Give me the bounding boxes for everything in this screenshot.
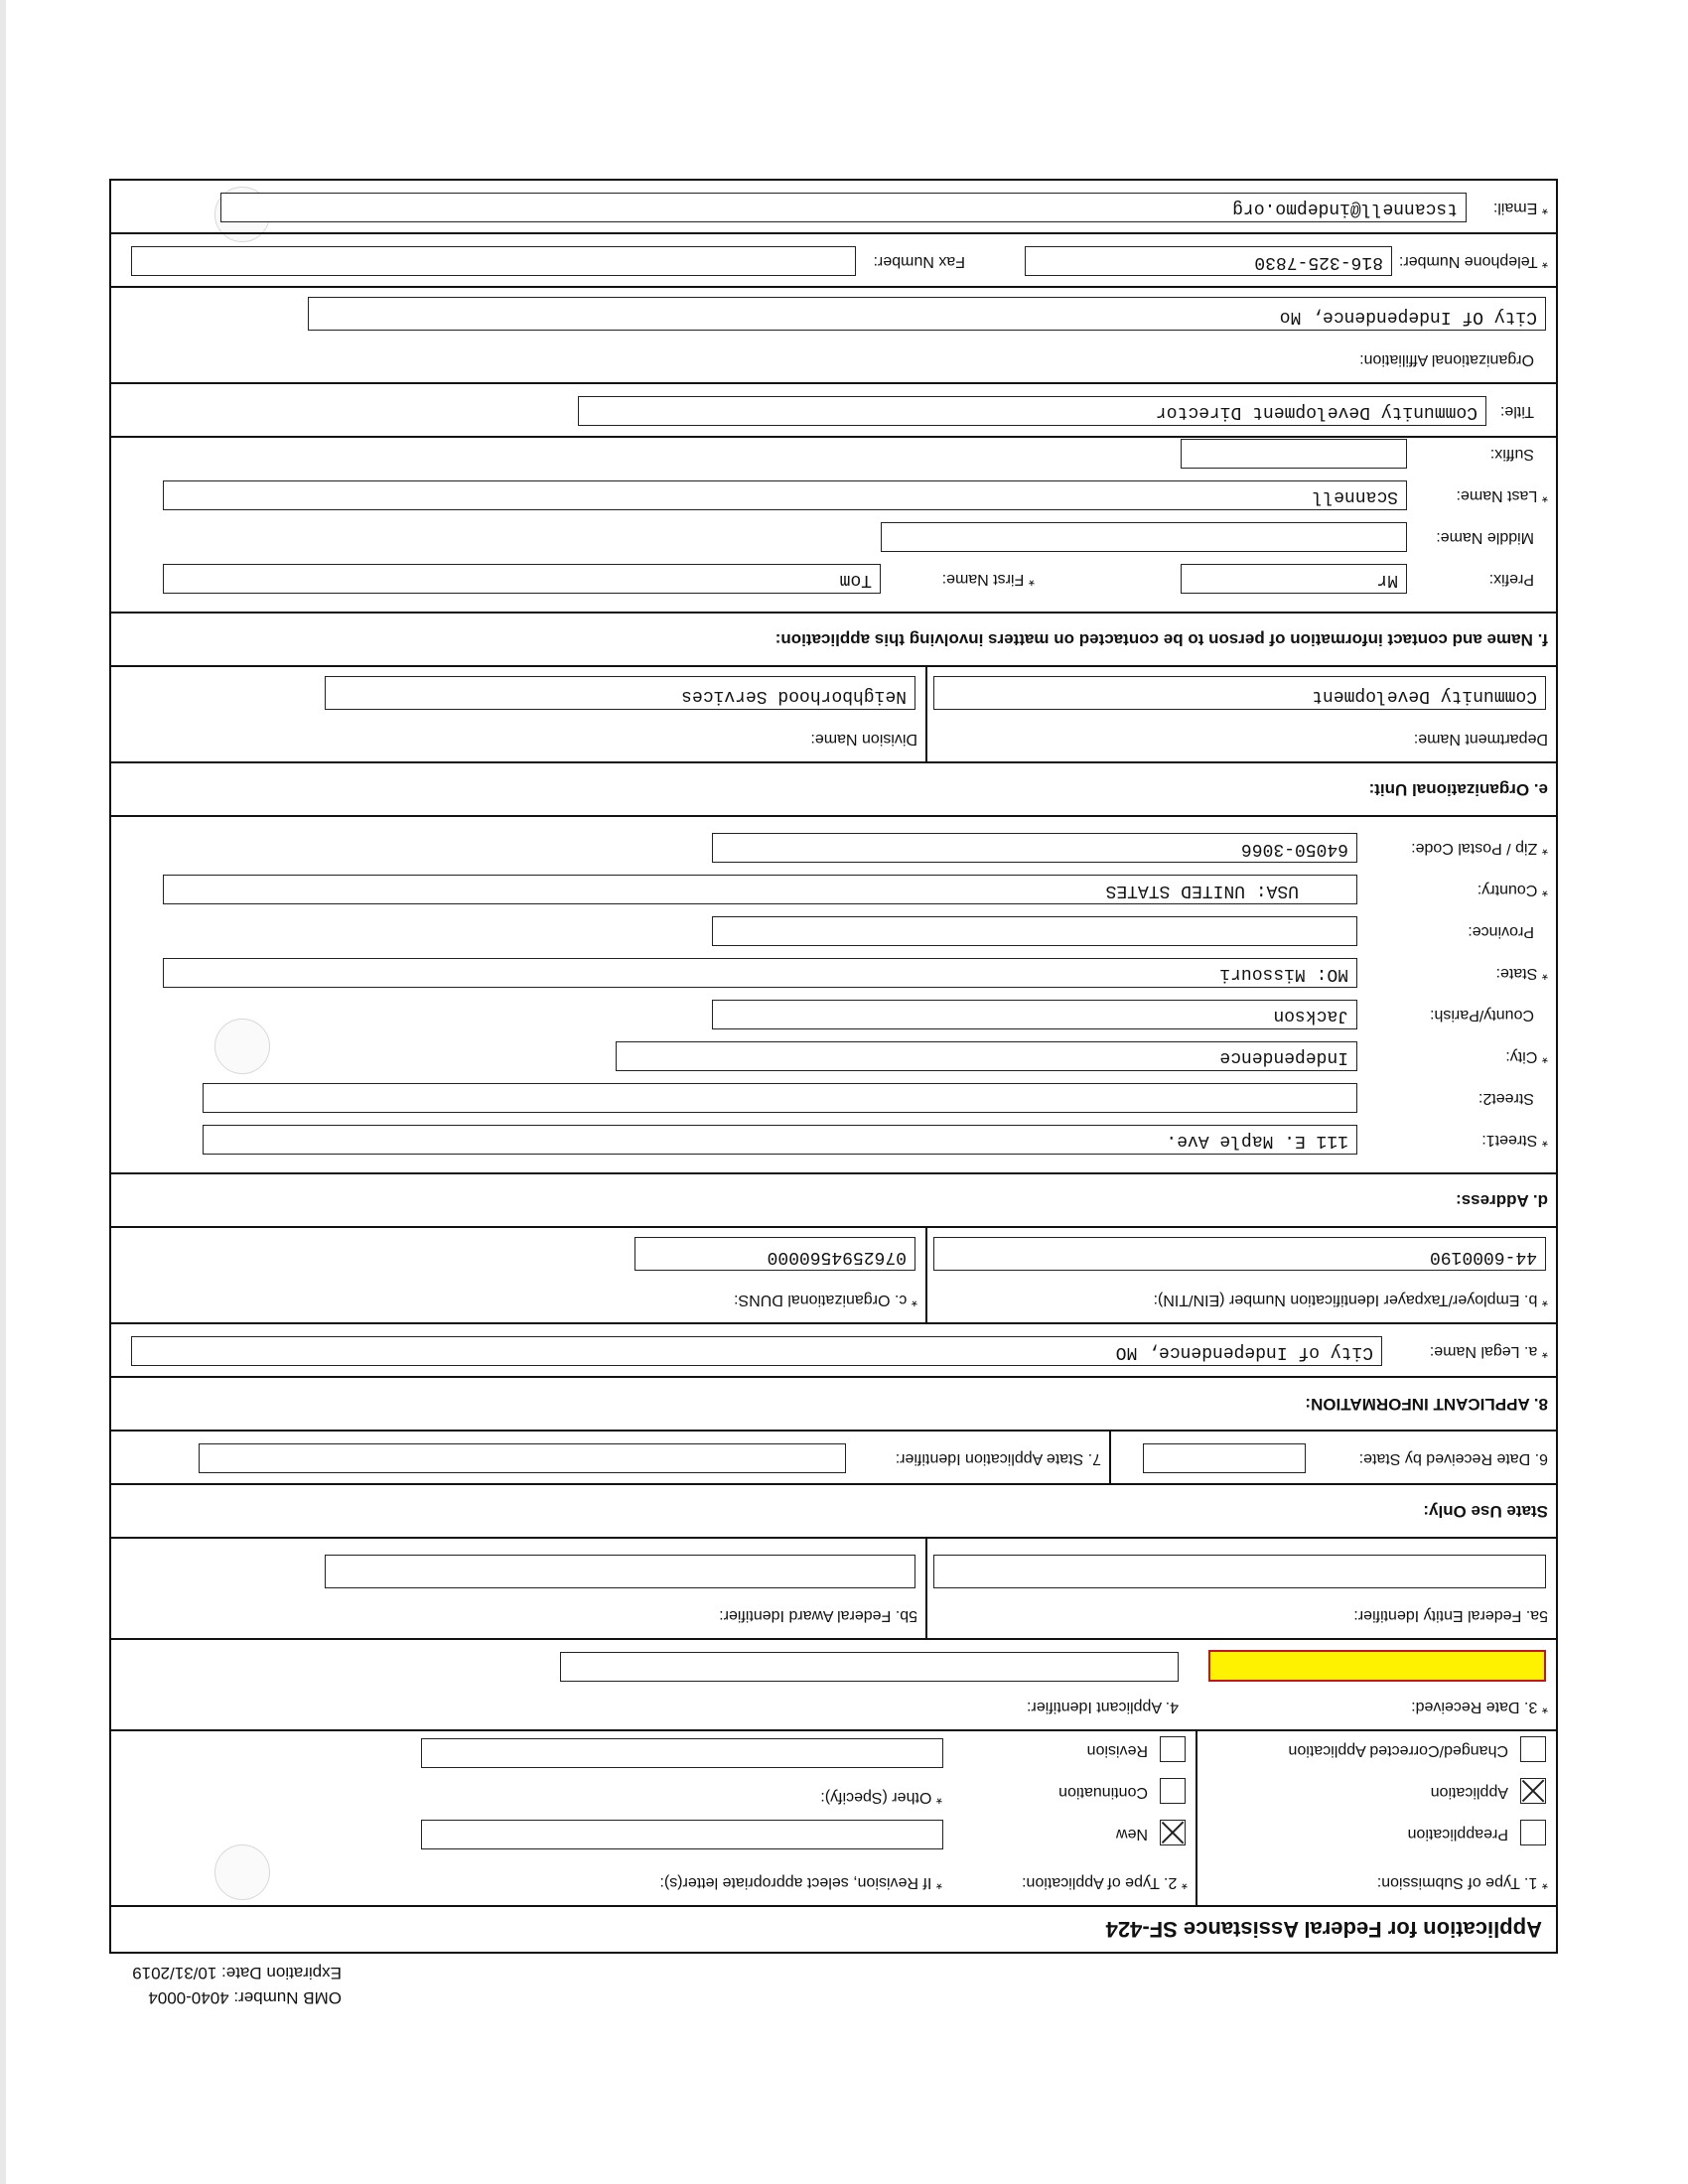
suffix-label: Suffix: <box>1489 446 1534 463</box>
expiration-date: Expiration Date: 10/31/2019 <box>132 1964 342 1982</box>
duns-label: * c. Organizational DUNS: <box>734 1291 917 1308</box>
contact-name-row <box>111 438 1556 614</box>
prefix-input[interactable]: Mr <box>1181 564 1407 594</box>
omb-number: OMB Number: 4040-0004 <box>148 1988 342 2007</box>
applicant-identifier-label: 4. Applicant Identifier: <box>1027 1699 1179 1715</box>
division-cell <box>111 667 927 761</box>
email-label: * Email: <box>1493 199 1548 216</box>
application-type-cell <box>111 1731 1197 1905</box>
division-input[interactable]: Neighborhood Services <box>325 676 915 710</box>
state-app-id-label: 7. State Application Identifier: <box>895 1450 1101 1467</box>
province-input[interactable] <box>712 916 1357 946</box>
submission-row <box>111 1731 1556 1907</box>
type-of-submission-label: * 1. Type of Submission: <box>1377 1873 1548 1891</box>
federal-award-input[interactable] <box>325 1555 915 1588</box>
date-received-row <box>111 1640 1556 1731</box>
form-title: Application for Federal Assistance SF-424 <box>1105 1917 1542 1943</box>
application-checkbox[interactable] <box>1520 1778 1546 1804</box>
other-specify-input[interactable] <box>421 1738 943 1768</box>
last-name-label: * Last Name: <box>1457 486 1548 504</box>
ein-input[interactable]: 44-6000190 <box>933 1237 1546 1271</box>
duns-input[interactable]: 0762594560000 <box>634 1237 915 1271</box>
applicant-heading: 8. APPLICANT INFORMATION: <box>1305 1395 1548 1414</box>
department-cell <box>927 667 1556 761</box>
state-app-id-input[interactable] <box>199 1443 846 1473</box>
fax-input[interactable] <box>131 246 856 276</box>
date-received-label: * 3. Date Received: <box>1411 1698 1548 1715</box>
changed-corrected-checkbox[interactable] <box>1520 1736 1546 1762</box>
department-input[interactable]: Community Development <box>933 676 1546 710</box>
ein-cell <box>927 1228 1556 1322</box>
prefix-label: Prefix: <box>1488 571 1534 588</box>
state-date-input[interactable] <box>1143 1443 1306 1473</box>
state-use-heading-row <box>111 1485 1556 1539</box>
state-use-heading: State Use Only: <box>1423 1502 1548 1521</box>
continuation-checkbox[interactable] <box>1160 1778 1186 1804</box>
first-name-input[interactable]: Tom <box>163 564 881 594</box>
contact-title-row <box>111 384 1556 438</box>
city-label: * City: <box>1505 1047 1548 1065</box>
fax-label: Fax Number: <box>873 253 965 270</box>
middle-name-label: Middle Name: <box>1436 529 1534 546</box>
type-of-application-label: * 2. Type of Application: <box>1022 1873 1188 1891</box>
org-unit-row <box>111 667 1556 763</box>
applicant-heading-row <box>111 1378 1556 1432</box>
street2-label: Street2: <box>1477 1090 1534 1107</box>
applicant-identifier-input[interactable] <box>560 1652 1179 1682</box>
state-date-cell <box>1111 1432 1556 1483</box>
revision-letter-input[interactable] <box>421 1820 943 1849</box>
street1-input[interactable]: 111 E. Maple Ave. <box>203 1125 1357 1155</box>
state-date-label: 6. Date Received by State: <box>1358 1450 1548 1467</box>
country-input[interactable]: USA: UNITED STATES <box>163 875 1357 904</box>
federal-award-label: 5b. Federal Award Identifier: <box>719 1607 917 1624</box>
affiliation-label: Organizational Affiliation: <box>1359 351 1534 368</box>
contact-heading-row <box>111 614 1556 667</box>
duns-cell <box>111 1228 927 1322</box>
zip-label: * Zip / Postal Code: <box>1411 839 1548 857</box>
address-heading-row <box>111 1174 1556 1228</box>
email-input[interactable]: tscannell@indepmo.org <box>220 193 1467 222</box>
legal-name-row <box>111 1324 1556 1378</box>
legal-name-input[interactable]: City of Independence, MO <box>131 1336 1382 1366</box>
affiliation-row <box>111 288 1556 384</box>
legal-name-label: * a. Legal Name: <box>1430 1342 1548 1360</box>
state-app-id-cell <box>111 1432 1111 1483</box>
continuation-label: Continuation <box>1058 1784 1148 1801</box>
other-specify-label: * Other (Specify): <box>820 1788 942 1806</box>
state-label: * State: <box>1496 964 1548 982</box>
sf424-form <box>109 179 1558 1954</box>
preapplication-label: Preapplication <box>1407 1826 1508 1843</box>
last-name-input[interactable]: Scannell <box>163 480 1407 510</box>
federal-entity-input[interactable] <box>933 1555 1546 1588</box>
submission-cell <box>1197 1731 1556 1905</box>
city-input[interactable]: Independence <box>616 1041 1357 1071</box>
omb-block <box>132 1957 342 2006</box>
preapplication-checkbox[interactable] <box>1520 1820 1546 1845</box>
address-heading: d. Address: <box>1456 1191 1548 1210</box>
changed-corrected-label: Changed/Corrected Application <box>1288 1742 1508 1759</box>
province-label: Province: <box>1468 923 1534 940</box>
first-name-label: * First Name: <box>942 570 1035 588</box>
title-input[interactable]: Community Development Director <box>578 396 1486 426</box>
state-use-row <box>111 1432 1556 1485</box>
zip-input[interactable]: 64050-3066 <box>712 833 1357 863</box>
federal-entity-cell <box>927 1539 1556 1638</box>
org-unit-heading: e. Organizational Unit: <box>1368 780 1548 799</box>
title-label: Title: <box>1499 403 1534 420</box>
address-row <box>111 817 1556 1174</box>
ein-label: * b. Employer/Taxpayer Identification Number (EIN/TIN): <box>1154 1291 1548 1308</box>
contact-heading: f. Name and contact information of person to be contacted on matters involving this application: <box>774 630 1548 649</box>
county-input[interactable]: Jackson <box>712 1000 1357 1029</box>
revision-label: Revision <box>1086 1742 1148 1759</box>
date-received-input[interactable] <box>1208 1650 1546 1682</box>
federal-award-cell <box>111 1539 927 1638</box>
department-label: Department Name: <box>1413 731 1548 748</box>
telephone-input[interactable]: 816-325-7830 <box>1025 246 1392 276</box>
middle-name-input[interactable] <box>881 522 1407 552</box>
state-input[interactable]: MO: Missouri <box>163 958 1357 988</box>
revision-letter-label: * If Revision, select appropriate letter(s): <box>659 1873 942 1891</box>
new-checkbox[interactable] <box>1160 1820 1186 1845</box>
country-label: * Country: <box>1477 881 1548 898</box>
email-row <box>111 181 1556 234</box>
suffix-input[interactable] <box>1181 439 1407 469</box>
federal-entity-label: 5a. Federal Entity Identifier: <box>1353 1607 1548 1624</box>
affiliation-input[interactable]: City Of Independence, Mo <box>308 297 1546 331</box>
revision-checkbox[interactable] <box>1160 1736 1186 1762</box>
federal-identifier-row <box>111 1539 1556 1640</box>
street1-label: * Street1: <box>1481 1131 1548 1149</box>
application-label: Application <box>1430 1784 1508 1801</box>
division-label: Division Name: <box>810 731 917 748</box>
org-unit-heading-row <box>111 763 1556 817</box>
ein-duns-row <box>111 1228 1556 1324</box>
telephone-label: * Telephone Number: <box>1399 252 1548 270</box>
county-label: County/Parish: <box>1430 1007 1534 1024</box>
phone-fax-row <box>111 234 1556 288</box>
new-label: New <box>1115 1826 1148 1843</box>
street2-input[interactable] <box>203 1083 1357 1113</box>
